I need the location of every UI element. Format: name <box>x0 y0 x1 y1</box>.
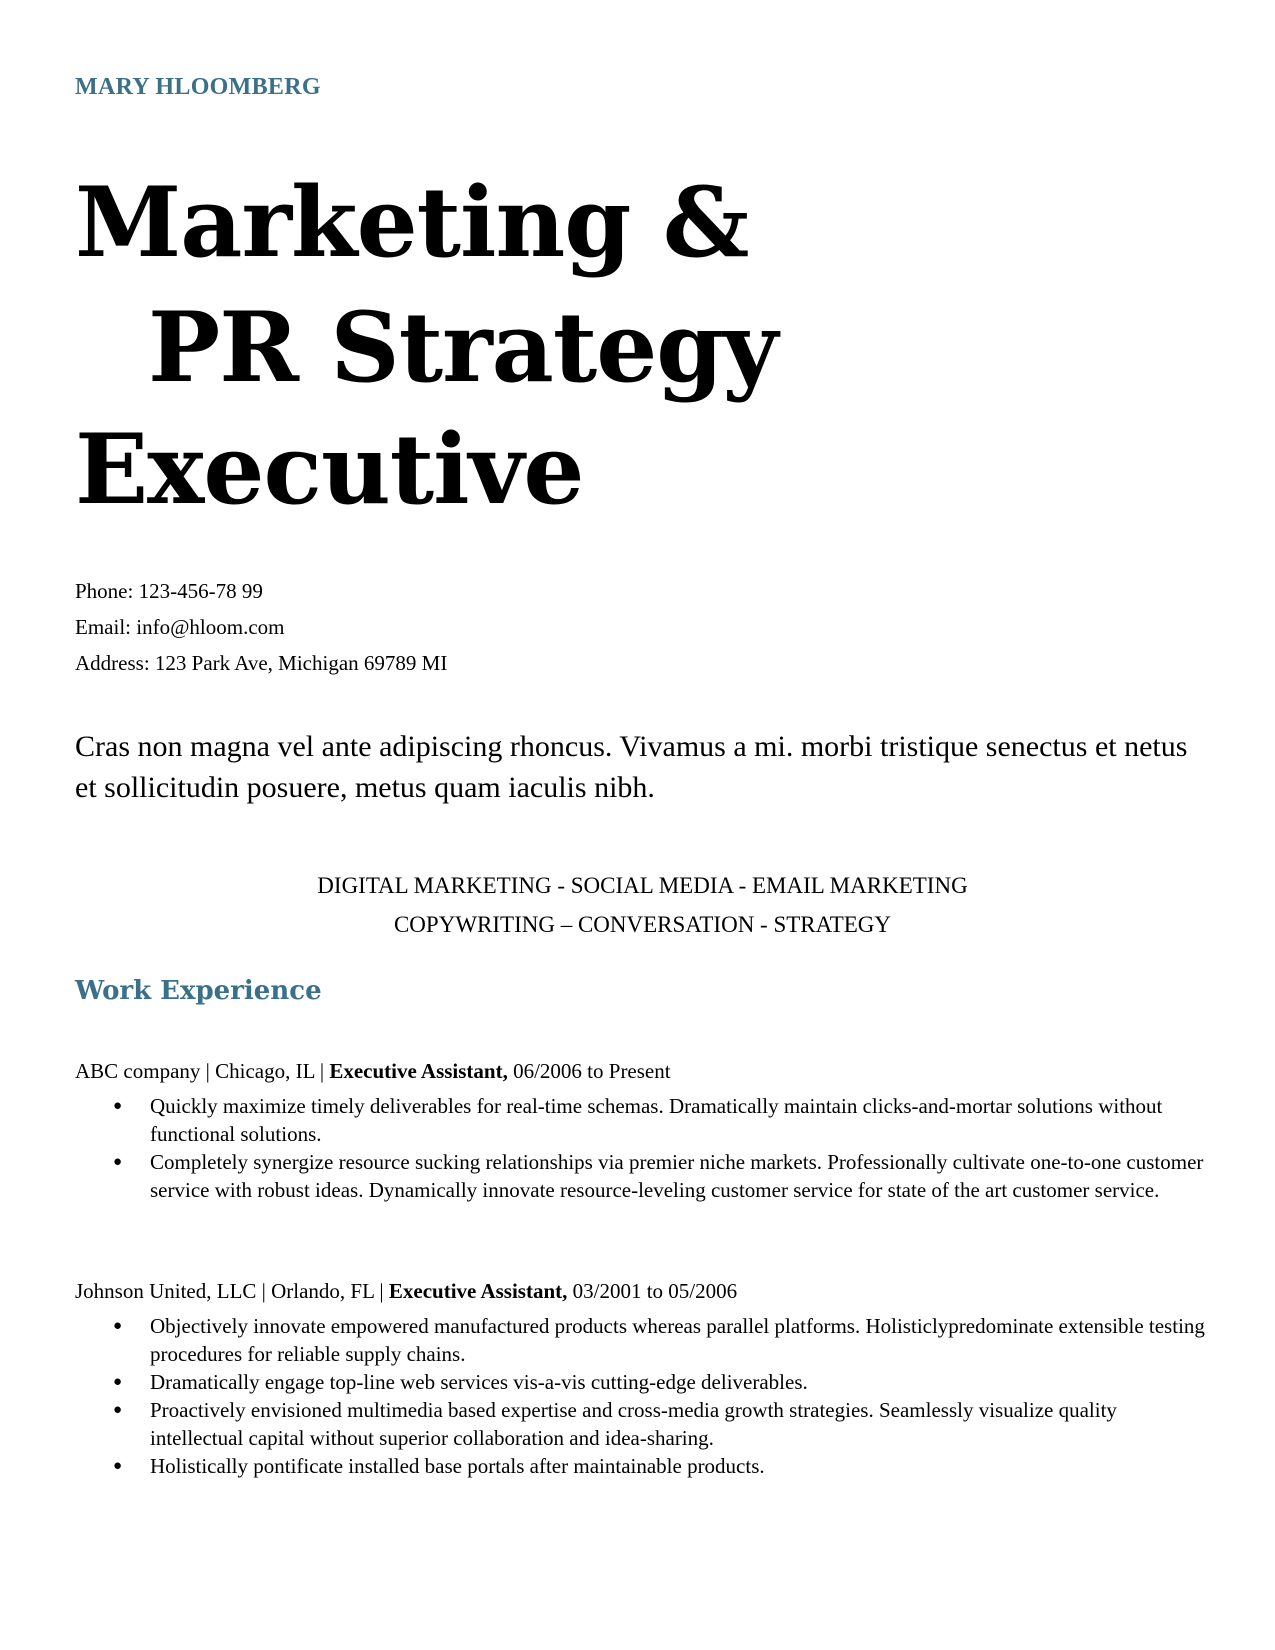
job-bullet-list <box>75 1092 1210 1204</box>
bullet-icon: ● <box>113 1098 123 1114</box>
contact-info <box>75 573 447 681</box>
candidate-name: MARY HLOOMBERG <box>75 74 321 100</box>
list-item <box>113 1396 1210 1452</box>
job-company-location: ABC company | Chicago, IL | <box>75 1059 330 1083</box>
job-entry <box>75 1056 1210 1204</box>
bullet-icon: ● <box>113 1402 123 1418</box>
bullet-text: Objectively innovate empowered manufactured products whereas parallel platforms. Holisticlypredominate extensible testing procedures for reliable supply chains. <box>150 1314 1205 1366</box>
professional-summary: Cras non magna vel ante adipiscing rhoncus. Vivamus a mi. morbi tristique senectus et netus et sollicitudin posuere, metus quam iaculis nibh. <box>75 730 1188 804</box>
job-header <box>75 1056 1210 1086</box>
list-item <box>113 1452 1210 1480</box>
skills-line-1: DIGITAL MARKETING - SOCIAL MEDIA - EMAIL MARKETING <box>317 873 968 898</box>
job-bullet-list <box>75 1312 1210 1480</box>
work-experience-heading: Work Experience <box>75 976 322 1006</box>
job-title-line-2: PR Strategy <box>148 291 778 404</box>
bullet-icon: ● <box>113 1458 123 1474</box>
skills-list <box>75 866 1210 944</box>
job-title-line-1: Marketing & <box>75 166 749 279</box>
skills-line-2: COPYWRITING – CONVERSATION - STRATEGY <box>393 912 892 937</box>
contact-phone: Phone: 123-456-78 99 <box>75 579 263 603</box>
list-item <box>113 1312 1210 1368</box>
bullet-icon: ● <box>113 1374 123 1390</box>
job-dates: 06/2006 to Present <box>507 1059 671 1083</box>
bullet-text: Holistically pontificate installed base portals after maintainable products. <box>150 1454 765 1478</box>
job-dates: 03/2001 to 05/2006 <box>567 1279 738 1303</box>
list-item <box>113 1368 1210 1396</box>
bullet-text: Proactively envisioned multimedia based expertise and cross-media growth strategies. Seamlessly visualize quality intellectual capital without superior collaboration and idea-sharing. <box>150 1398 1117 1450</box>
job-role: Executive Assistant, <box>329 1059 508 1083</box>
bullet-text: Quickly maximize timely deliverables for real-time schemas. Dramatically maintain clicks-and-mortar solutions without functional solutions. <box>150 1094 1163 1146</box>
contact-email: Email: info@hloom.com <box>75 615 285 639</box>
job-company-location: Johnson United, LLC | Orlando, FL | <box>75 1279 389 1303</box>
job-header <box>75 1276 1210 1306</box>
list-item <box>113 1092 1210 1148</box>
bullet-text: Dramatically engage top-line web services vis-a-vis cutting-edge deliverables. <box>150 1370 808 1394</box>
job-title-line-3: Executive <box>75 413 584 526</box>
bullet-text: Completely synergize resource sucking relationships via premier niche markets. Professionally cultivate one-to-one customer service with robust ideas. Dynamically innovate resource-leveling customer service for state of the art customer service. <box>150 1150 1204 1202</box>
job-role: Executive Assistant, <box>388 1279 568 1303</box>
job-entry <box>75 1276 1210 1480</box>
bullet-icon: ● <box>113 1318 123 1334</box>
bullet-icon: ● <box>113 1154 123 1170</box>
contact-address: Address: 123 Park Ave, Michigan 69789 MI <box>75 651 448 675</box>
list-item <box>113 1148 1210 1204</box>
